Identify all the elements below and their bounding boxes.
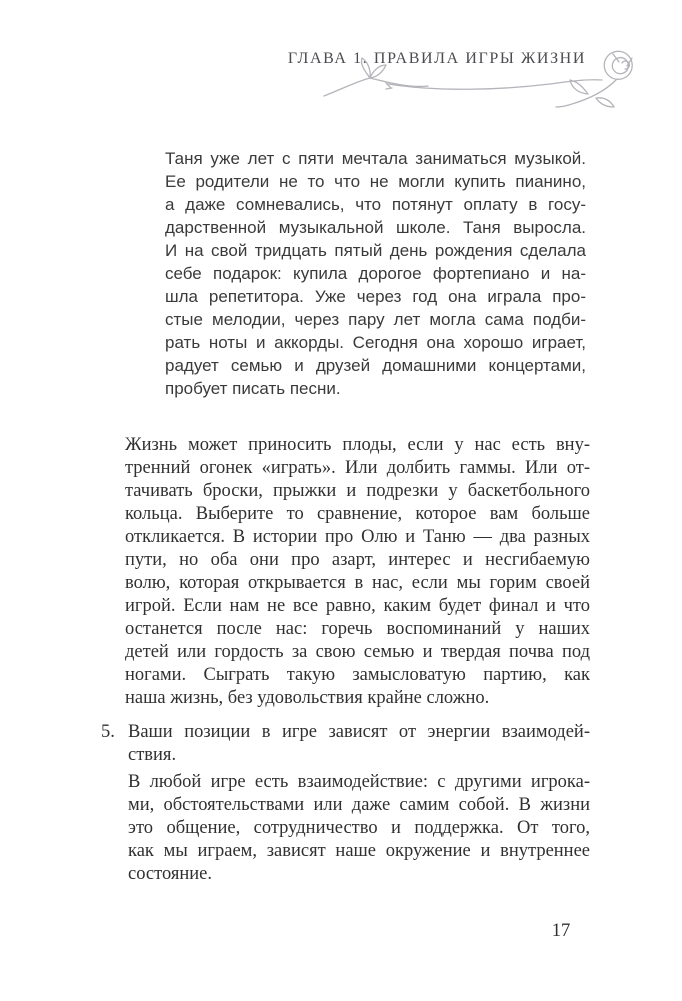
text-line: дарственной музыкальной школе. Таня выросла. [165,218,586,237]
text-line: ногами. Сыграть такую замысловатую партию, как [125,665,590,685]
text-line: игрой. Если нам не все равно, каким будет финал и что [125,596,590,616]
text-line: а даже сомневались, что потянут оплату в госу- [165,195,586,214]
text-line: И на свой тридцать пятый день рождения сделала [165,241,586,260]
swash-line [324,78,602,96]
list-item-5 [101,721,590,767]
text-line: Ее родители не то что не могли купить пианино, [165,172,586,191]
text-line: рать ноты и аккорды. Сегодня она хорошо играет, [165,333,586,352]
text-line: ми, обстоятельствами или даже самим собой. В жизни [128,795,590,815]
text-line: волю, которая открывается в нас, если мы горим своей [125,573,590,593]
rose-icon [556,51,632,107]
text-line: радует семью и друзей домашними концертами, [165,356,586,375]
text-line: шла репетитора. Уже через год она играла про- [165,287,586,306]
text-line: Ваши позиции в игре зависят от энергии взаимодей- [128,722,590,742]
text-line: стые мелодии, через пару лет могла сама подби- [165,310,586,329]
body-paragraph-2 [128,771,590,886]
text-line: Жизнь может приносить плоды, если у нас есть вну- [125,435,590,455]
list-item-number: 5. [101,722,115,742]
list-item-text [128,721,590,767]
text-line: как мы играем, зависят наше окружение и внутреннее [128,841,590,861]
text-line: состояние. [128,864,213,884]
text-line: тачивать броски, прыжки и подрезки у баскетбольного [125,481,590,501]
text-line: останется после нас: горечь воспоминаний у наших [125,619,590,639]
text-line: В любой игре есть взаимодействие: с другими игрока- [128,772,590,792]
text-line: пробует писать песни. [165,379,341,398]
leaf-sprig-icon [361,58,386,78]
story-quote-block [165,147,586,400]
text-line: тренний огонек «играть». Или долбить гаммы. Или от- [125,458,590,478]
text-line: себе подарок: купила дорогое фортепиано и на- [165,264,586,283]
text-line: детей или гордость за свою семью и твердая почва под [125,642,590,662]
text-line: откликается. В истории про Олю и Таню — два разных [125,527,590,547]
chapter-header-title: ГЛАВА 1. ПРАВИЛА ИГРЫ ЖИЗНИ [287,50,586,67]
text-line: пути, но оба они про азарт, интерес и несгибаемую [125,550,590,570]
text-line: ствия. [128,745,177,765]
flourish-divider [310,38,654,120]
text-line: это общение, сотрудничество и поддержка. От того, [128,818,590,838]
text-line: кольца. Выберите то сравнение, которое вам больше [125,504,590,524]
body-paragraph-1 [125,434,590,710]
page-number: 17 [551,921,571,941]
text-line: Таня уже лет с пяти мечтала заниматься музыкой. [165,149,586,168]
text-line: наша жизнь, без удовольствия крайне сложно. [125,688,490,708]
